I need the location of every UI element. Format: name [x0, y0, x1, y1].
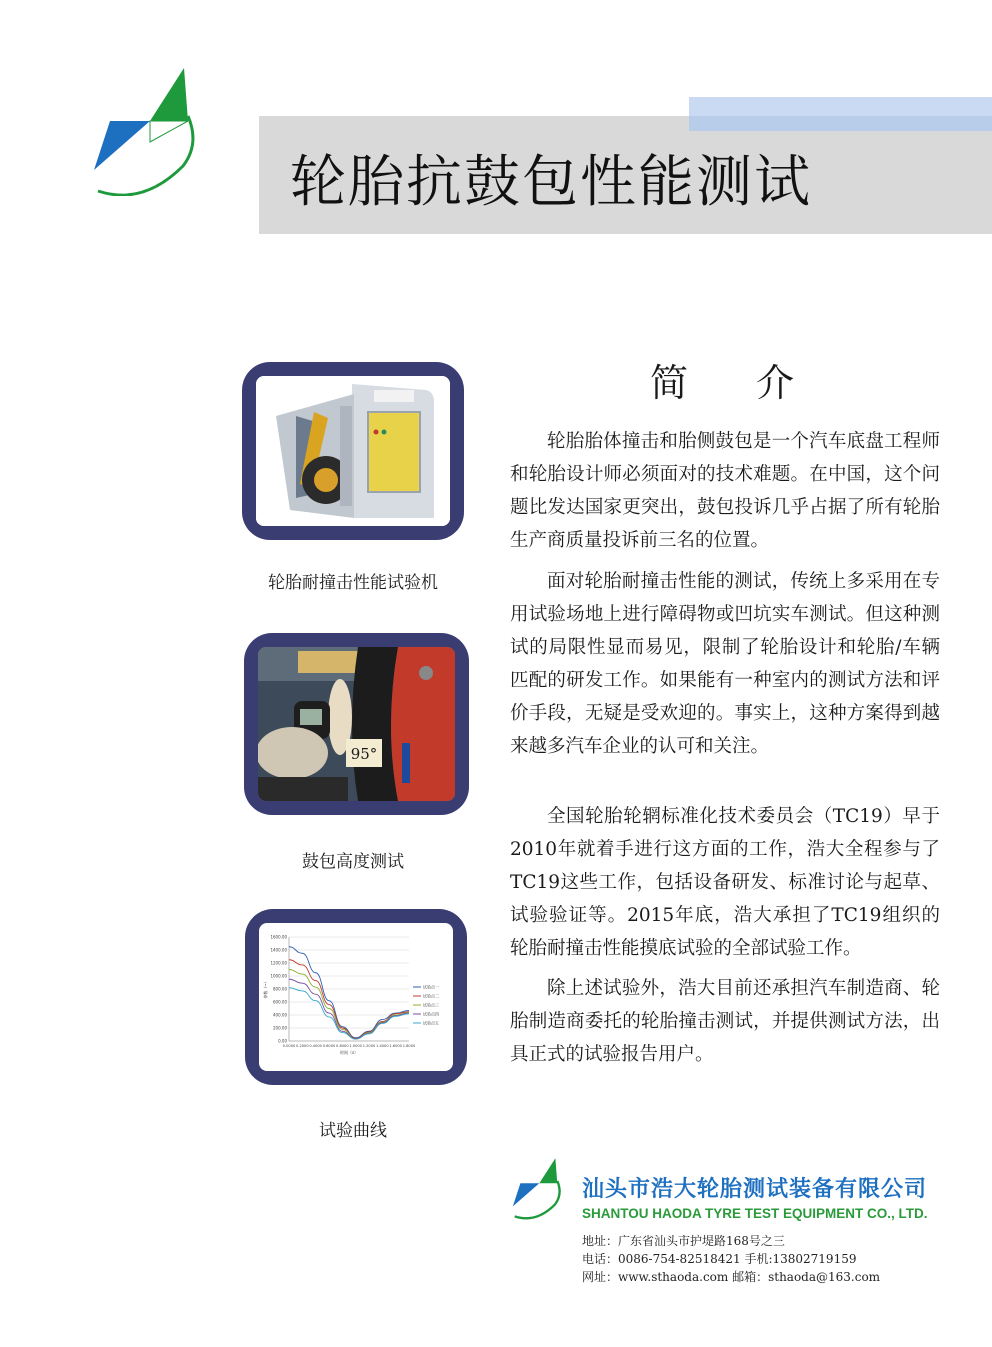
chart-y-tick-label: 1200.00: [270, 960, 287, 966]
chart-legend-label: 试验点一: [423, 984, 439, 990]
chart-series-line: [289, 988, 409, 1039]
intro-paragraph: 除上述试验外，浩大目前还承担汽车制造商、轮胎制造商委托的轮胎撞击测试，并提供测试方法，出具正式的试验报告用户。: [510, 978, 940, 1065]
chart-x-tick-label: 1.4000: [376, 1044, 389, 1048]
chart-frame: [245, 909, 467, 1085]
chart-y-axis-label: 参数（~）: [263, 979, 268, 999]
chart-series-line: [289, 960, 409, 1039]
chart-x-tick-label: 0.4000: [309, 1044, 322, 1048]
company-name-cn: 汕头市浩大轮胎测试装备有限公司: [582, 1177, 928, 1202]
company-logo-icon: [88, 66, 198, 196]
chart-x-tick-label: 1.6000: [389, 1044, 402, 1048]
intro-heading: 简介: [650, 361, 863, 405]
title-accent-bar-dark: [689, 116, 992, 131]
chart-y-tick-label: 200.00: [273, 1025, 287, 1031]
bulge-height-test-image: [258, 647, 455, 801]
chart-legend-label: 试验点二: [423, 993, 439, 999]
chart-y-tick-label: 600.00: [273, 999, 287, 1005]
chart-series-line: [289, 970, 409, 1040]
intro-paragraph: 轮胎胎体撞击和胎侧鼓包是一个汽车底盘工程师和轮胎设计师必须面对的技术难题。在中国，这个问题比发达国家更突出，鼓包投诉几乎占据了所有轮胎生产商质量投诉前三名的位置。: [510, 431, 940, 551]
figure-caption: 鼓包高度测试: [302, 852, 404, 872]
company-logo-small-icon: [510, 1156, 562, 1220]
gauge-reading-label: 95°: [350, 745, 378, 763]
chart-x-tick-label: 0.2000: [296, 1044, 309, 1048]
chart-y-tick-label: 1400.00: [270, 947, 287, 953]
intro-paragraph: 全国轮胎轮辋标准化技术委员会（TC19）早于2010年就着手进行这方面的工作，浩大全程参与了TC19这些工作，包括设备研发、标准讨论与起草、试验验证等。2015年底，浩大承担了TC19组织的轮胎耐撞击性能摸底试验的全部试验工作。: [510, 806, 940, 959]
chart-series-line: [289, 979, 409, 1039]
chart-x-tick-label: 0.6000: [322, 1044, 336, 1048]
chart-legend-label: 试验点四: [423, 1011, 439, 1017]
figure-caption: 轮胎耐撞击性能试验机: [268, 573, 438, 593]
test-curve-chart: [259, 923, 453, 1071]
chart-x-axis-label: 时间（s）: [339, 1050, 359, 1055]
chart-x-tick-label: 1.8000: [402, 1044, 416, 1048]
chart-y-tick-label: 0.00: [278, 1038, 287, 1044]
company-web-email: 网址：www.sthaoda.com 邮箱：sthaoda@163.com: [582, 1270, 881, 1284]
intro-paragraph: 面对轮胎耐撞击性能的测试，传统上多采用在专用试验场地上进行障碍物或凹坑实车测试。但这种测试的局限性显而易见，限制了轮胎设计和轮胎/车辆匹配的研发工作。如果能有一种室内的测试方法和评价手段，无疑是受欢迎的。事实上，这种方案得到越来越多汽车企业的认可和关注。: [510, 571, 940, 757]
chart-y-tick-label: 1000.00: [270, 973, 287, 979]
chart-x-tick-label: 0.8000: [336, 1044, 349, 1048]
bulge-photo-frame: [244, 633, 469, 815]
company-name-en: SHANTOU HAODA TYRE TEST EQUIPMENT CO., LTD.: [582, 1206, 928, 1221]
figure-caption: 试验曲线: [319, 1121, 387, 1141]
chart-series-line: [289, 947, 409, 1038]
chart-y-tick-label: 400.00: [273, 1012, 287, 1018]
chart-x-tick-label: 1.0000: [349, 1044, 362, 1048]
page-title: 轮胎抗鼓包性能测试: [290, 150, 812, 215]
machine-photo-frame: [242, 362, 464, 540]
chart-y-tick-label: 1600.00: [270, 934, 287, 940]
chart-legend-label: 试验点三: [423, 1002, 439, 1008]
chart-y-tick-label: 800.00: [273, 986, 287, 992]
impact-test-machine-image: [256, 376, 450, 526]
company-address: 地址：广东省汕头市护堤路168号之三: [582, 1234, 785, 1248]
chart-legend-label: 试验点五: [423, 1020, 439, 1026]
chart-x-tick-label: 1.2000: [362, 1044, 376, 1048]
company-phone: 电话：0086-754-82518421 手机:13802719159: [582, 1252, 857, 1266]
chart-x-tick-label: 0.0000: [282, 1044, 296, 1048]
